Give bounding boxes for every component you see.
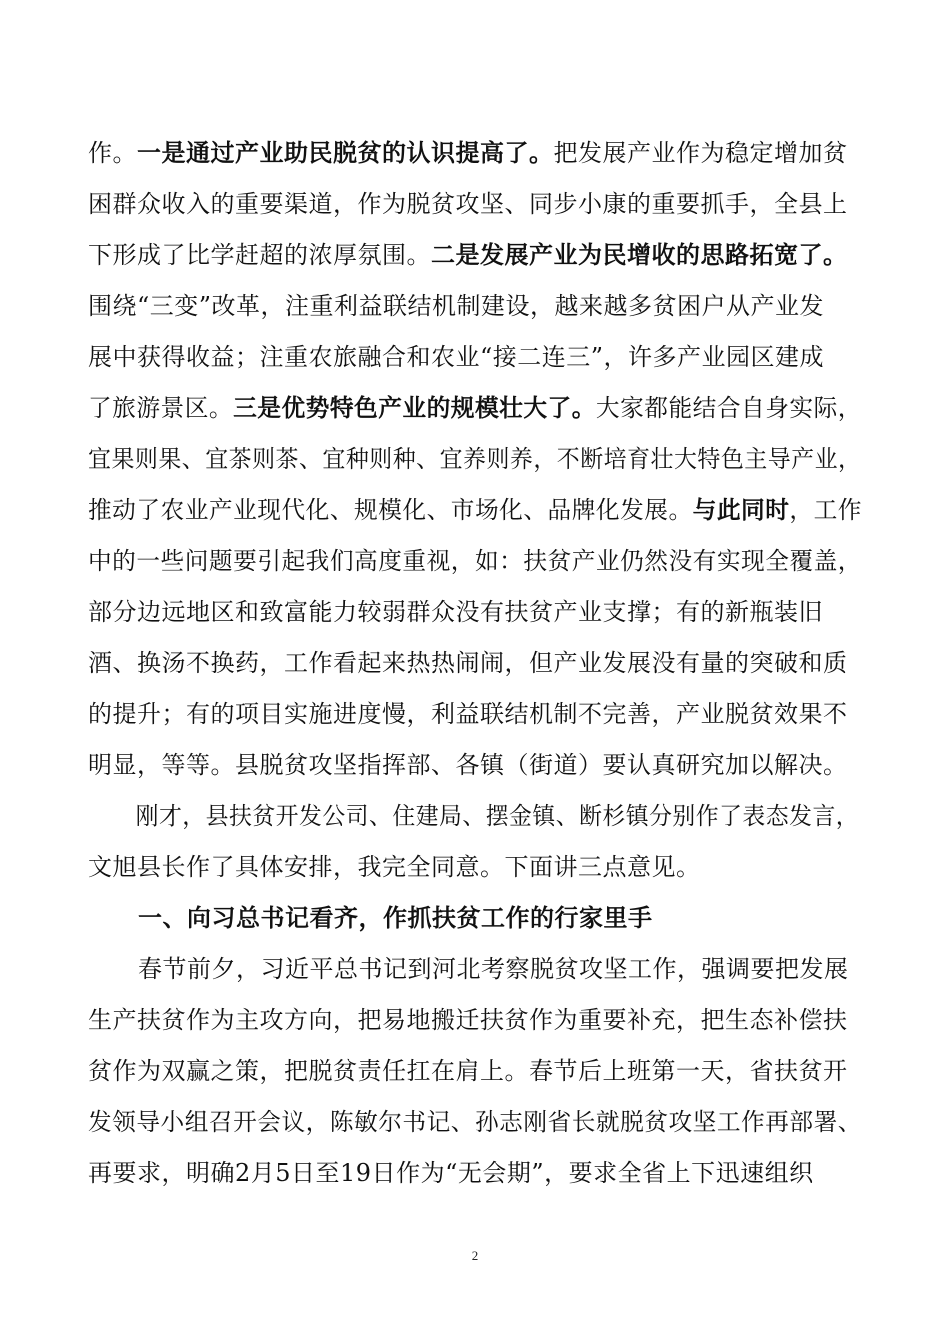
- text-segment: 展中获得收益；注重农旅融合和农业“接二连三”，许多产业园区建成: [88, 343, 825, 371]
- bold-text-segment: 三是优势特色产业的规模壮大了。: [233, 394, 596, 422]
- bold-text-segment: 一、向习总书记看齐，作抓扶贫工作的行家里手: [138, 904, 653, 932]
- text-segment: 中的一些问题要引起我们高度重视，如：扶贫产业仍然没有实现全覆盖，: [88, 547, 862, 575]
- text-line: [88, 944, 862, 995]
- text-segment: ，工作: [789, 496, 862, 524]
- text-line: [88, 536, 862, 587]
- text-line: [88, 179, 862, 230]
- body-text: [88, 128, 862, 1199]
- text-segment: 围绕“三变”改革，注重利益联结机制建设，越来越多贫困户从产业发: [88, 292, 825, 320]
- text-segment: 下形成了比学赶超的浓厚氛围。: [88, 241, 431, 269]
- text-line: [88, 740, 862, 791]
- text-segment: 宜果则果、宜茶则茶、宜种则种、宜养则养，不断培育壮大特色主导产业，: [88, 445, 862, 473]
- text-line: [88, 995, 862, 1046]
- text-segment: 文旭县长作了具体安排，我完全同意。下面讲三点意见。: [88, 853, 701, 881]
- text-line: [88, 281, 862, 332]
- text-segment: 了旅游景区。: [88, 394, 234, 422]
- bold-text-segment: 一是通过产业助民脱贫的认识提高了。: [137, 139, 554, 167]
- text-line: [88, 1097, 862, 1148]
- text-segment: 明显，等等。县脱贫攻坚指挥部、各镇（街道）要认真研究加以解决。: [88, 751, 848, 779]
- text-segment: 大家都能结合自身实际，: [595, 394, 862, 422]
- text-segment: 推动了农业产业现代化、规模化、市场化、品牌化发展。: [88, 496, 693, 524]
- text-line: [88, 128, 862, 179]
- bold-text-segment: 与此同时: [692, 496, 790, 524]
- text-line: [88, 638, 862, 689]
- text-line: [88, 791, 860, 842]
- text-segment: 春节前夕，习近平总书记到河北考察脱贫攻坚工作，强调要把发展: [138, 955, 849, 983]
- text-line: [88, 1046, 862, 1097]
- text-segment: 把发展产业作为稳定增加贫: [553, 139, 848, 167]
- text-segment: 酒、换汤不换药，工作看起来热热闹闹，但产业发展没有量的突破和质: [88, 649, 848, 677]
- text-segment: 的提升；有的项目实施进度慢，利益联结机制不完善，产业脱贫效果不: [88, 700, 848, 728]
- page-number: 2: [471, 1248, 479, 1263]
- text-line: [88, 587, 862, 638]
- text-segment: 作。: [88, 139, 137, 167]
- text-segment: 部分边远地区和致富能力较弱群众没有扶贫产业支撑；有的新瓶装旧: [88, 598, 823, 626]
- text-line: [88, 1148, 862, 1199]
- text-line: [88, 383, 862, 434]
- text-line: [88, 842, 862, 893]
- text-segment: 再要求，明确2月5日至19日作为“无会期”，要求全省上下迅速组织: [88, 1159, 814, 1187]
- text-line: [88, 485, 862, 536]
- text-line: [88, 689, 862, 740]
- text-segment: 刚才，县扶贫开发公司、住建局、摆金镇、断杉镇分别作了表态发言，: [135, 802, 860, 830]
- section-heading: [88, 893, 862, 944]
- text-line: [88, 230, 862, 281]
- text-segment: 贫作为双赢之策，把脱贫责任扛在肩上。春节后上班第一天，省扶贫开: [88, 1057, 848, 1085]
- text-segment: 困群众收入的重要渠道，作为脱贫攻坚、同步小康的重要抓手，全县上: [88, 190, 848, 218]
- text-line: [88, 434, 862, 485]
- bold-text-segment: 二是发展产业为民增收的思路拓宽了。: [431, 241, 848, 269]
- text-line: [88, 332, 862, 383]
- text-segment: 生产扶贫作为主攻方向，把易地搬迁扶贫作为重要补充，把生态补偿扶: [88, 1006, 848, 1034]
- text-segment: 发领导小组召开会议，陈敏尔书记、孙志刚省长就脱贫攻坚工作再部署、: [88, 1108, 862, 1136]
